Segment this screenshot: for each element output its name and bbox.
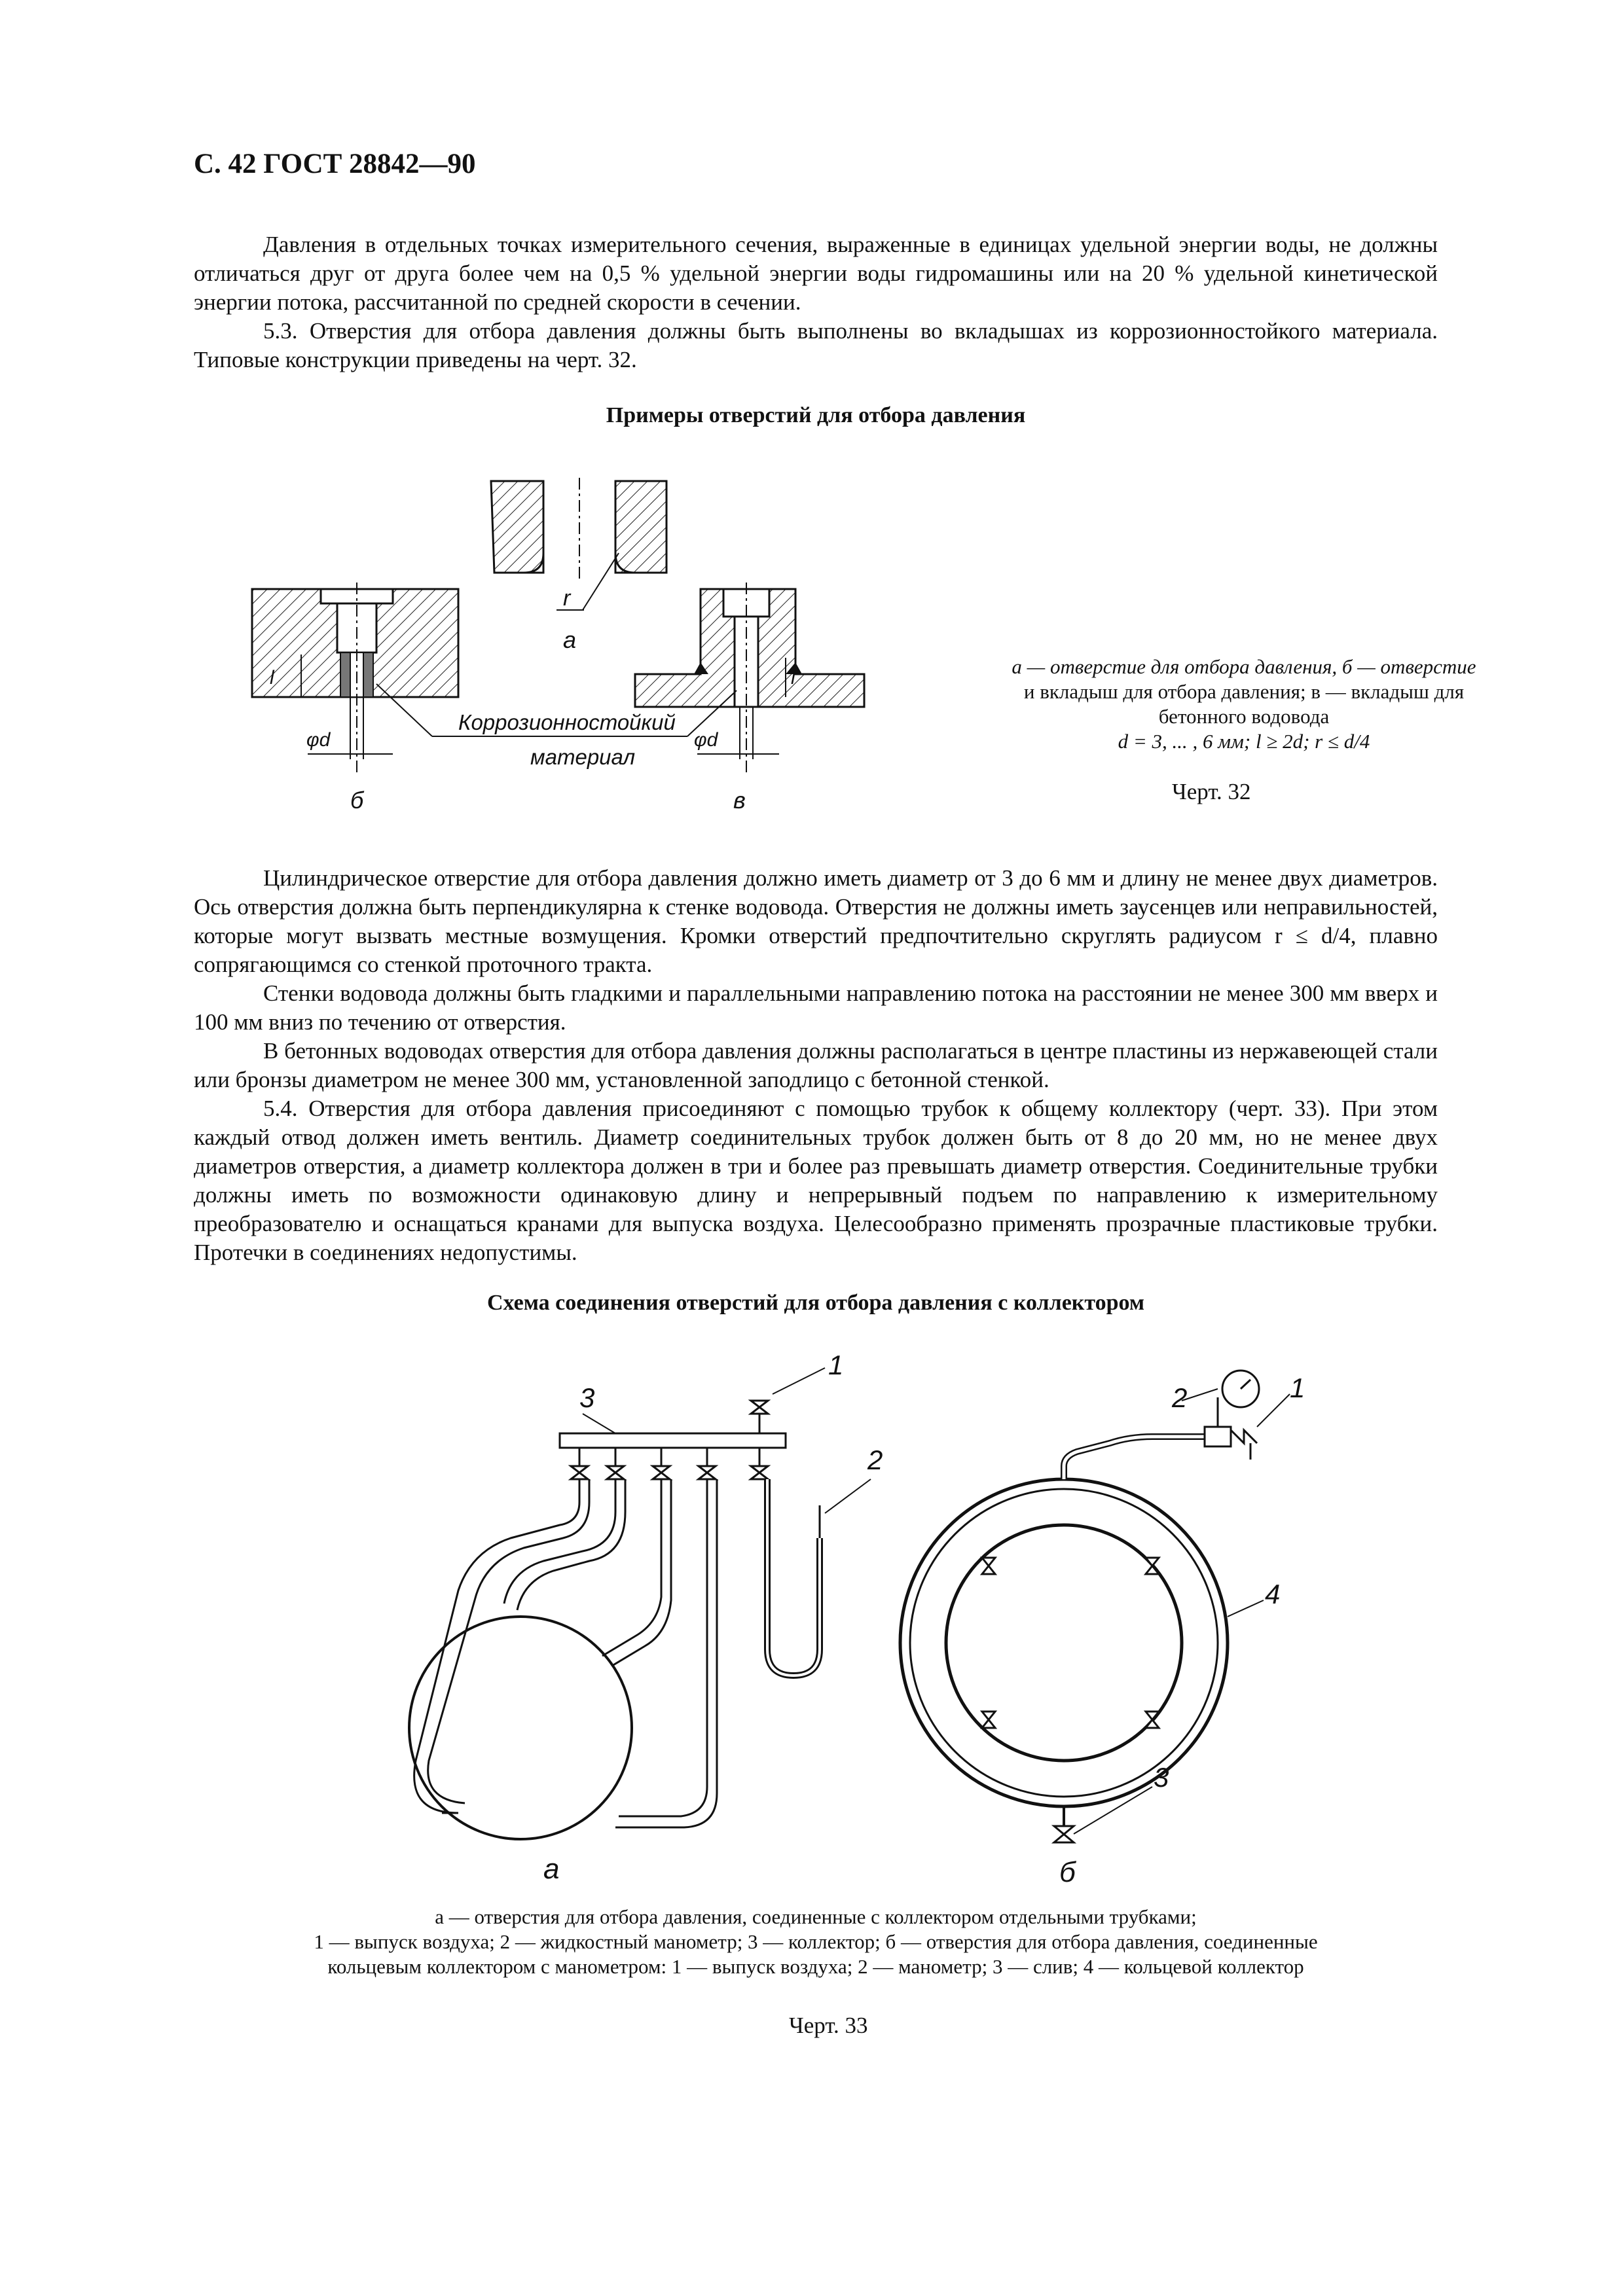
fig32-legend (956, 655, 1532, 754)
fig32-detail-v (635, 583, 864, 814)
fig33-drawing (327, 1342, 1375, 1888)
fig33-legend-line1: а — отверстия для отбора давления, соединенные с коллектором отдельными трубками; (435, 1905, 1197, 1928)
page-header: С. 42 ГОСТ 28842—90 (194, 149, 476, 179)
paragraph-walls: Стенки водовода должны быть гладкими и параллельными направлению потока на расстоянии не менее 300 мм вверх и 100 мм вниз по течению от отверстия. (194, 980, 1438, 1035)
fig33-label-a: а (543, 1853, 560, 1885)
fig32-label-r: r (563, 586, 571, 611)
fig32-legend-line2: и вкладыш для отбора давления; в — вкладыш для (1023, 680, 1465, 703)
fig33-b-num1: 1 (1290, 1372, 1305, 1403)
fig33-part-b (900, 1371, 1305, 1888)
paragraph-concrete: В бетонных водоводах отверстия для отбора давления должны располагаться в центре пластины из нержавеющей стали или бронзы диаметром не менее 300 мм, установленной заподлицо с бетонной стенкой. (194, 1038, 1438, 1092)
paragraph-5-4: 5.4. Отверстия для отбора давления присоединяют с помощью трубок к общему коллектору (черт. 33). При этом каждый отвод должен иметь вентиль. Диаметр соединительных трубок должен быть от 8 до 20 мм, но не менее двух диаметров отверстия, а диаметр коллектора должен в три и более раз превышать диаметр отверстия. Соединительные трубки должны иметь по возможности одинаковую длину и непрерывный подъем по направлению к измерительному преобразователю и оснащаться кранами для выпуска воздуха. Целесообразно применять прозрачные пластиковые трубки. Протечки в соединениях недопустимы. (194, 1096, 1438, 1265)
fig33-b-num2: 2 (1172, 1382, 1188, 1413)
fig32-v-label-d: φd (694, 729, 718, 751)
fig33-b-ring-collector (900, 1479, 1228, 1806)
fig33-legend-line2: 1 — выпуск воздуха; 2 — жидкостный манометр; 3 — коллектор; б — отверстия для отбора давления, соединенные (314, 1930, 1318, 1953)
paragraph-cylindrical-hole: Цилиндрическое отверстие для отбора давления должно иметь диаметр от 3 до 6 мм и длину не менее двух диаметров. Ось отверстия должна быть перпендикулярна к стенке водовода. Отверстия не должны иметь заусенцев или неправильностей, которые могут вызвать местные возмущения. Кромки отверстий предпочтительно скруглять радиусом r ≤ d/4, плавно сопрягающимся со стенкой проточного тракта. (194, 865, 1438, 977)
fig32-label-b: б (350, 787, 364, 814)
fig32-detail-a (491, 478, 666, 653)
fig32-material-line1: Коррозионностойкий (458, 710, 676, 734)
fig33-a-num1: 1 (828, 1350, 844, 1380)
fig33-label-b: б (1059, 1856, 1076, 1888)
fig33-number: Черт. 33 (789, 2013, 868, 2038)
fig32-b-label-l: l (270, 667, 274, 689)
fig33-b-num4: 4 (1265, 1579, 1281, 1609)
fig33-title: Схема соединения отверстий для отбора давления с коллектором (486, 1291, 1145, 1315)
fig33-b-pipe (946, 1525, 1182, 1761)
paragraph-5-3: 5.3. Отверстия для отбора давления должны быть выполнены во вкладышах из коррозионностойкого материала. Типовые конструкции приведены на черт. 32. (194, 318, 1438, 372)
fig32-legend-line4: d = 3, ... , 6 мм; l ≥ 2d; r ≤ d/4 (1118, 730, 1370, 753)
fig32-drawing (242, 458, 936, 825)
fig33-legend-line3: кольцевым коллектором с манометром: 1 — выпуск воздуха; 2 — манометр; 3 — слив; 4 — кольцевой коллектор (327, 1955, 1304, 1978)
fig32-v-label-l: l (791, 667, 795, 689)
fig32-material-line2: материал (530, 745, 636, 769)
fig33-part-a (409, 1350, 883, 1885)
fig32-b-label-d: φd (306, 729, 331, 751)
fig33-legend (194, 1905, 1438, 1979)
fig32-title: Примеры отверстий для отбора давления (606, 403, 1026, 427)
fig32-legend-line1: а — отверстие для отбора давления, б — отверстие (1012, 655, 1476, 678)
fig32-detail-b (252, 583, 458, 814)
fig33-b-num3: 3 (1154, 1762, 1169, 1793)
fig32-legend-line3: бетонного водовода (1158, 705, 1330, 728)
paragraph-pressure-difference: Давления в отдельных точках измерительного сечения, выраженные в единицах удельной энергии воды, не должны отличаться друг от друга более чем на 0,5 % удельной энергии воды гидромашины или на 20 % удельной кинетической энергии потока, рассчитанной по средней скорости в сечении. (194, 232, 1438, 315)
fig32-label-v: в (733, 787, 746, 814)
fig33-a-collector (560, 1433, 786, 1448)
fig33-a-num3: 3 (579, 1382, 595, 1413)
fig32-number: Черт. 32 (1172, 779, 1251, 804)
fig32-label-a: а (563, 626, 577, 653)
fig33-a-num2: 2 (867, 1444, 883, 1475)
